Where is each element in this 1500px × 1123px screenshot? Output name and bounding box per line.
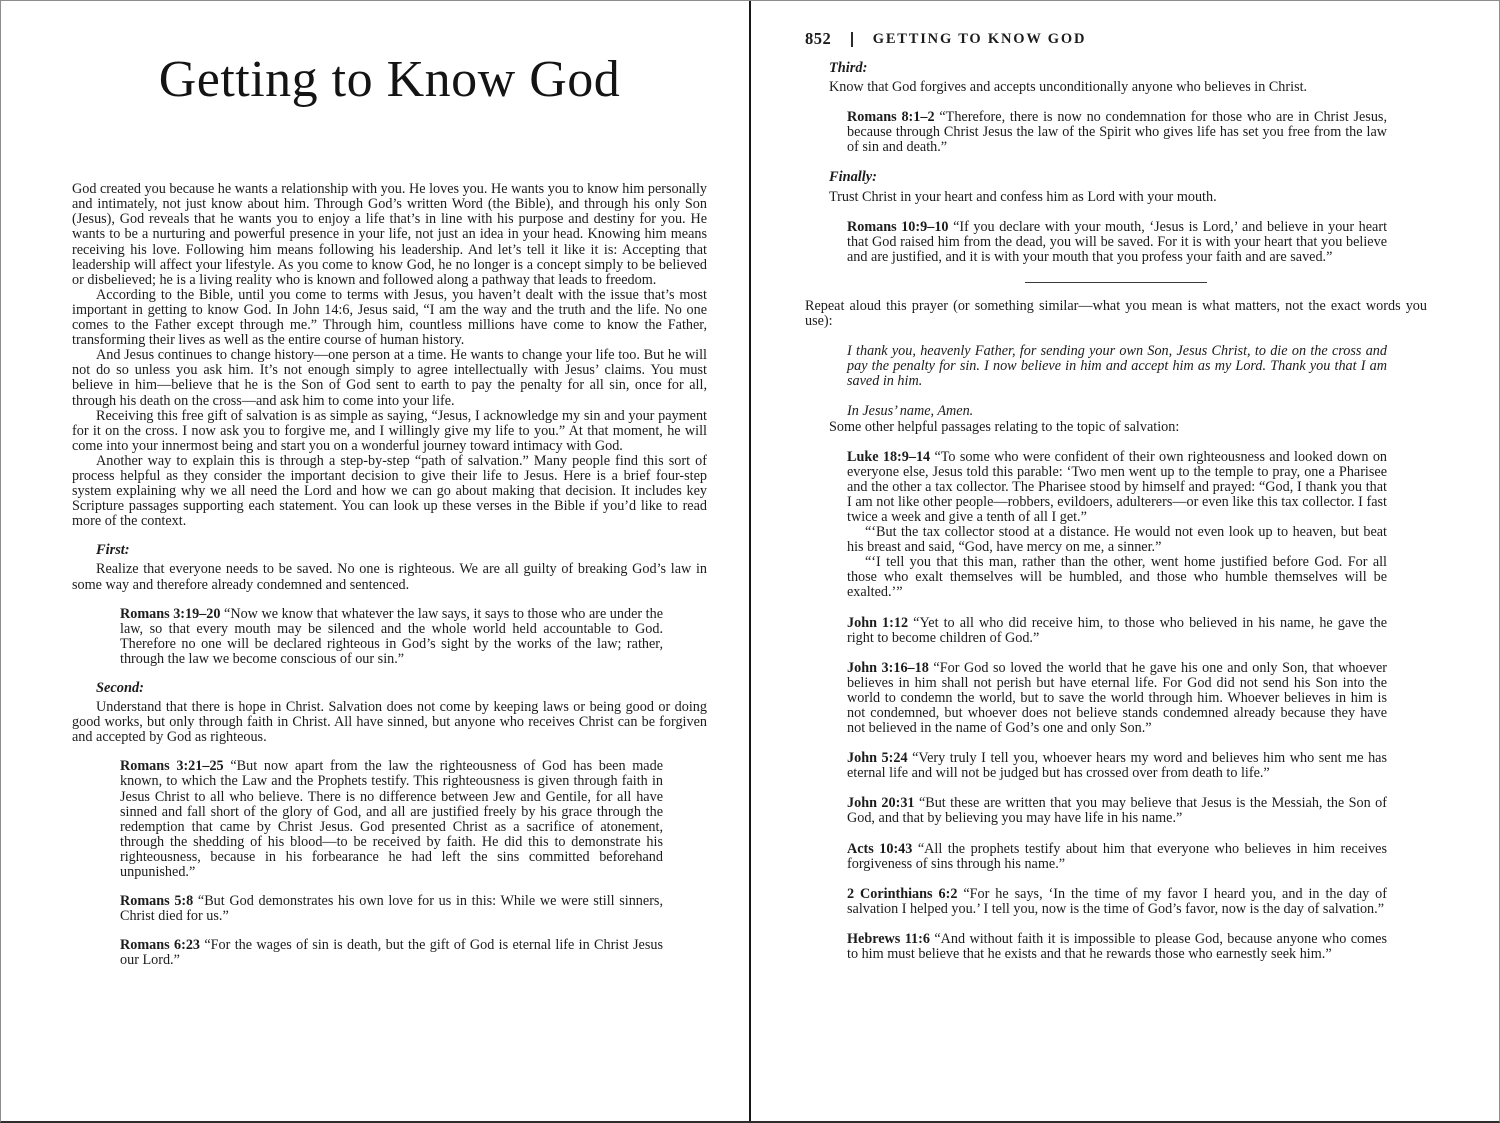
verse-ref: 2 Corinthians 6:2 [847,885,958,902]
prayer-body: I thank you, heavenly Father, for sending your own Son, Jesus Christ, to die on the cross and pay the penalty for sin. I now believe in him and accept him as my Lord. Thank you that I am saved in him. [847,343,1387,390]
running-head [805,29,1427,49]
verse-text: “All the prophets testify about him that everyone who believes in him receives forgiveness of sins through his name.” [847,840,1387,872]
verse-text-continued: “‘But the tax collector stood at a distance. He would not even look up to heaven, but beat his breast and said, “God, have mercy on me, a sinner.” [847,524,1387,556]
verse-text: “But God demonstrates his own love for us in this: While we were still sinners, Christ died for us.” [120,893,663,925]
verse-ref: Romans 3:21–25 [120,758,224,775]
verse-text: “For he says, ‘In the time of my favor I heard you, and in the day of salvation I helped you.’ I tell you, now is the time of God’s favor, now is the day of salvation.” [847,885,1387,917]
verse-text: “But now apart from the law the righteousness of God has been made known, to which the Law and the Prophets testify. This righteousness is given through faith in Jesus Christ to all who believe. There is no difference between Jew and Gentile, for all have sinned and fall short of the glory of God, and all are justified freely by his grace through the redemption that came by Christ Jesus. God presented Christ as a sacrifice of atonement, through the shedding of his blood—to be received by faith. He did this to demonstrate his righteousness, because in his forbearance he had left the sins committed beforehand unpunished.” [120,758,663,881]
step-heading-third: Third: [829,60,868,76]
verse-text-continued: “‘I tell you that this man, rather than the other, went home justified before God. For all those who exalt themselves will be humbled, and those who humble themselves will be exalted.’” [847,554,1387,601]
verse-ref: Romans 6:23 [120,937,201,954]
step-statement: Realize that everyone needs to be saved. No one is righteous. We are all guilty of breaking God’s law in some way and therefore already condemned and sentenced. [72,561,707,593]
step-statement: Trust Christ in your heart and confess him as Lord with your mouth. [829,188,1217,205]
verse-text: “To some who were confident of their own righteousness and looked down on everyone else, Jesus told this parable: ‘Two men went up to the temple to pray, one a Pharisee and the other a tax collector. The Pharisee stood by himself and prayed: “God, I thank you that I am not like other people—robbers, evildoers, adulterers—or even like this tax collector. I fast twice a week and give a tenth of all I get.” [847,448,1388,525]
verse-ref: John 1:12 [847,614,909,631]
verse-block [847,887,1387,917]
prayer-text [847,344,1387,389]
verse-text: “Yet to all who did receive him, to those who believed in his name, he gave the right to become children of God.” [847,614,1387,646]
running-head-separator [851,32,853,47]
verse-ref: Romans 10:9–10 [847,218,949,235]
page-title: Getting to Know God [158,51,621,108]
intro-paragraph: Receiving this free gift of salvation is as simple as saying, “Jesus, I acknowledge my sin and your payment for it on the cross. I now ask you to forgive me, and I willingly give my life to you.” At that moment, he will come into your innermost being and start you on a wonderful journey toward intimacy with God. [72,407,707,454]
verse-block [120,759,663,880]
step-statement: Understand that there is hope in Christ. Salvation does not come by keeping laws or being good or doing good works, but only through faith in Christ. All have sinned, but anyone who receives Christ can be forgiven and accepted by God as righteous. [72,699,707,746]
passages-intro: Some other helpful passages relating to the topic of salvation: [829,418,1180,435]
right-page-body [805,61,1427,962]
verse-text: “Therefore, there is now no condemnation for those who are in Christ Jesus, because through Christ Jesus the law of the Spirit who gives life has set you free from the law of sin and death.” [847,109,1387,156]
verse-text: “And without faith it is impossible to please God, because anyone who comes to him must believe that he exists and that he rewards those who earnestly seek him.” [847,930,1387,963]
verse-block [847,220,1387,265]
prayer-closing: In Jesus’ name, Amen. [847,403,974,420]
right-page [751,1,1499,1121]
verse-block [847,796,1387,826]
intro-paragraph: According to the Bible, until you come to terms with Jesus, you haven’t dealt with the issue that’s most important in getting to know God. In John 14:6, Jesus said, “I am the way and the truth and the life. No one comes to the Father except through me.” Through him, countless millions have come to know the Father, transforming their lives as well as the entire course of human history. [72,286,707,349]
verse-block [847,932,1387,962]
verse-block [847,661,1387,736]
prayer-intro: Repeat aloud this prayer (or something similar—what you mean is what matters, not the exact words you use): [805,297,1427,330]
intro-paragraph: And Jesus continues to change history—one person at a time. He wants to change your life too. But he will not do so unless you ask him. It’s not enough simply to agree intellectually with Jesus’ claims. You must believe in him—believe that he is the Son of God sent to earth to pay the penalty for all sin, once for all, through his death on the cross—and ask him to come into your life. [72,347,707,409]
left-page [1,1,749,1121]
verse-ref: Hebrews 11:6 [847,930,930,947]
verse-ref: Luke 18:9–14 [847,448,931,465]
verse-block [847,842,1387,872]
verse-ref: Romans 3:19–20 [120,605,221,622]
verse-ref: Acts 10:43 [847,840,913,857]
verse-block [847,616,1387,646]
verse-text: “For God so loved the world that he gave his one and only Son, that whoever believes in him shall not perish but have eternal life. For God did not send his Son into the world to condemn the world, but to save the world through him. Whoever believes in him is not condemned, but whoever does not believe stands condemned already because they have not believed in the name of God’s one and only Son.” [847,659,1387,737]
intro-paragraph: Another way to explain this is through a step-by-step “path of salvation.” Many people find this sort of process helpful as they consider the important decision to give their life to Jesus. Here is a brief four-step system explaining why we all need the Lord and how we can go about making that decision. It includes key Scripture passages supporting each statement. You can look up these verses in the Bible if you’d like to read more of the context. [72,452,707,530]
verse-ref: Romans 8:1–2 [847,109,935,126]
verse-text: “But these are written that you may believe that Jesus is the Messiah, the Son of God, and that by believing you may have life in his name.” [847,795,1387,827]
step-statement: Know that God forgives and accepts unconditionally anyone who believes in Christ. [829,79,1308,96]
step-heading-first: First: [96,542,130,559]
running-title: GETTING TO KNOW GOD [872,30,1087,47]
step-heading-finally: Finally: [829,169,877,186]
intro-paragraph: God created you because he wants a relationship with you. He loves you. He wants you to know him personally and intimately, not just know about him. Through God’s written Word (the Bible), and through his only Son (Jesus), God reveals that he wants you to enjoy a life that’s in line with his purpose and destiny for you. He wants to be a nurturing and powerful presence in your life, not just an idea in your head. Knowing him means receiving his love. Following him means following his leadership. And let’s tell it like it is: Accepting that leadership will affect your lifestyle. As you come to know God, he no longer is a concept simply to be believed or disbelieved; he is a living reality who is known and followed along a pathway that leads to freedom. [72,181,707,288]
verse-ref: John 3:16–18 [847,659,929,676]
step-heading-second: Second: [96,680,144,696]
verse-ref: Romans 5:8 [120,893,194,910]
verse-text: “Now we know that whatever the law says, it says to those who are under the law, so that every mouth may be silenced and the whole world held accountable to God. Therefore no one will be declared righteous in God’s sight by the works of the law; rather, through the law we become conscious of our sin.” [120,605,663,667]
verse-block-luke [847,450,1387,601]
verse-block [847,751,1387,781]
page-number: 852 [805,29,832,48]
verse-ref: John 5:24 [847,750,908,767]
verse-block [847,110,1387,155]
verse-block [120,894,663,924]
verse-block [120,938,663,968]
verse-ref: John 20:31 [847,795,915,812]
section-divider-rule [1025,282,1207,283]
verse-text: “If you declare with your mouth, ‘Jesus is Lord,’ and believe in your heart that God raised him from the dead, you will be saved. For it is with your heart that you believe and are justified, and it is with your mouth that you profess your faith and are saved.” [847,218,1388,265]
left-page-body [72,182,707,968]
verse-text: “Very truly I tell you, whoever hears my word and believes him who sent me has eternal life and will not be judged but has crossed over from death to life.” [847,750,1387,782]
verse-text: “For the wages of sin is death, but the gift of God is eternal life in Christ Jesus our Lord.” [120,937,663,969]
verse-block [120,607,663,667]
